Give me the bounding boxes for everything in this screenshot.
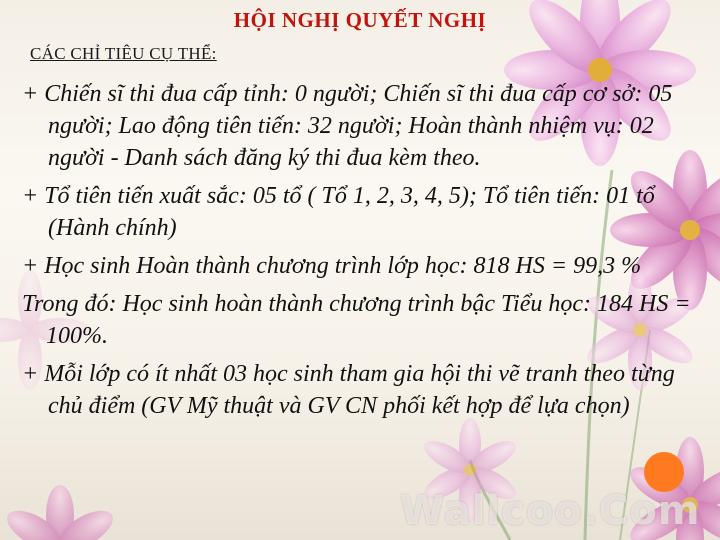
page-title: HỘI NGHỊ QUYẾT NGHỊ (233, 8, 487, 32)
watermark-logo: Wallcoo.Com (400, 488, 701, 534)
subtitle: CÁC CHỈ TIÊU CỤ THỂ: (30, 44, 217, 63)
paragraph-primary-completion: Trong đó: Học sinh hoàn thành chương trình bậc Tiểu học: 184 HS = 100%. (22, 291, 691, 349)
paragraph-student-completion: + Học sinh Hoàn thành chương trình lớp học: 818 HS = 99,3 % (22, 253, 642, 279)
orange-dot (644, 452, 684, 492)
content-body (22, 78, 712, 428)
flower-bottom-left (1, 485, 119, 540)
paragraph-emulation-targets: + Chiến sĩ thi đua cấp tỉnh: 0 người; Chiến sĩ thi đua cấp cơ sở: 05 người; Lao động tiên tiến: 32 người; Hoàn thành nhiệm vụ: 02 người - Danh sách đăng ký thi đua kèm theo. (22, 81, 673, 171)
paragraph-team-targets: + Tổ tiên tiến xuất sắc: 05 tổ ( Tổ 1, 2, 3, 4, 5); Tổ tiên tiến: 01 tổ (Hành chính) (22, 183, 655, 241)
paragraph-drawing-contest: + Mỗi lớp có ít nhất 03 học sinh tham gia hội thi vẽ tranh theo từng chủ điểm (GV Mỹ thuật và GV CN phối kết hợp để lựa chọn) (22, 361, 675, 419)
